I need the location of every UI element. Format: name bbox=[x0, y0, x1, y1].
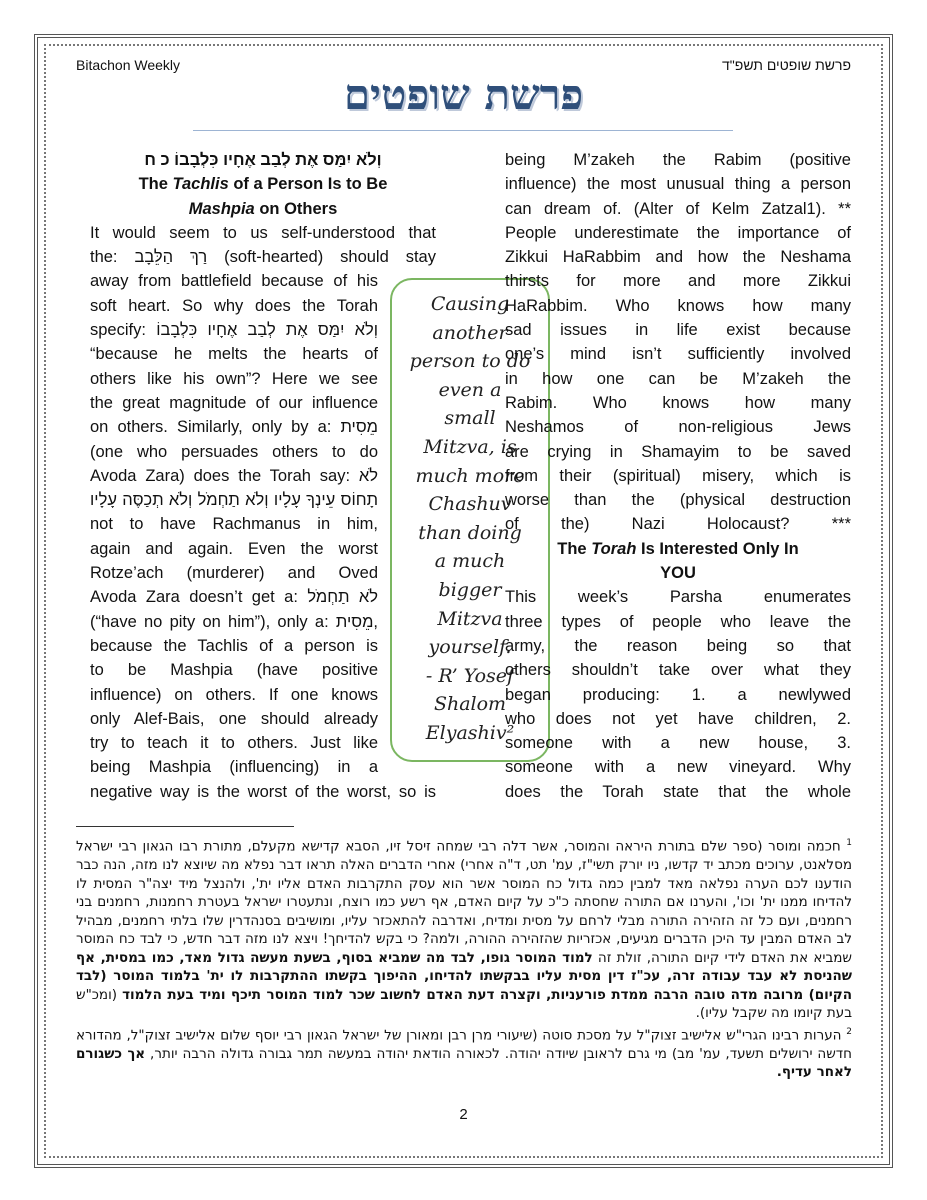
text-line: try to teach it to others. Just like bbox=[90, 734, 378, 753]
text-line: “because he melts the hearts of bbox=[90, 345, 378, 364]
page-title: פרשת שופטים bbox=[343, 70, 584, 119]
quote-line: Mitzva, is bbox=[423, 435, 517, 458]
text-line: of the) Nazi Holocaust? *** bbox=[505, 515, 851, 534]
right-body-text-continued bbox=[505, 585, 851, 804]
section-heading bbox=[90, 172, 436, 196]
text-line: Neshamos of non-religious Jews bbox=[505, 418, 851, 437]
section-heading-line2 bbox=[90, 197, 436, 221]
text-line: three types of people who leave the bbox=[505, 612, 851, 631]
text-line: (one who persuades others to do bbox=[90, 442, 378, 461]
title-divider bbox=[193, 130, 733, 131]
text-line: only Alef-Bais, one should already bbox=[90, 709, 378, 728]
quote-line: than doing bbox=[418, 521, 522, 544]
text-line: on others. Similarly, only by a: מֵסִית bbox=[90, 418, 378, 437]
text-line: Avoda Zara) does the Torah say: לֹא bbox=[90, 466, 378, 485]
text-line: one’s mind isn’t sufficiently involved bbox=[505, 345, 851, 364]
quote-line: small bbox=[444, 407, 496, 430]
text-line: from their (spiritual) misery, which is bbox=[505, 466, 851, 485]
text-line: sad issues in life exist because bbox=[505, 321, 851, 340]
text-line: Rotze’ach (murderer) and Oved bbox=[90, 564, 378, 583]
text-line: negative way is the worst of the worst, so is bbox=[90, 782, 436, 801]
text-line: are crying in Shamayim to be saved bbox=[505, 442, 851, 461]
text-line: away from battlefield because of his bbox=[90, 272, 378, 291]
quote-line: Causing bbox=[430, 293, 510, 315]
footnote-divider bbox=[76, 826, 294, 827]
section-heading-torah bbox=[505, 537, 851, 561]
text-line: influence) the most unusual thing a person bbox=[505, 175, 851, 194]
right-body-text bbox=[505, 148, 851, 537]
section-heading-torah-line2: YOU bbox=[660, 564, 696, 583]
footnotes bbox=[76, 834, 852, 1082]
footnote-bold-text: אך כשגורם לאחר עדיף. bbox=[76, 1045, 852, 1080]
publication-name: Bitachon Weekly bbox=[76, 57, 181, 73]
text-line: (“have no pity on him”), only a: מֵסִית, bbox=[90, 612, 378, 631]
quote-line: Shalom bbox=[433, 693, 507, 716]
text-line: someone with a new house, 3. bbox=[505, 734, 851, 753]
footnote-text: (ומכ"ש בעת קיומו מה שקבל עליו). bbox=[76, 986, 852, 1021]
text-line: This week’s Parsha enumerates bbox=[505, 588, 851, 607]
quote-line: yourself. bbox=[428, 636, 512, 659]
quote-line: another bbox=[432, 321, 508, 344]
text-line: People underestimate the importance of bbox=[505, 223, 851, 242]
quote-line: person to do bbox=[409, 350, 531, 373]
footnote-marker: 1 bbox=[846, 838, 852, 848]
text-line: in how one can be M’zakeh the bbox=[505, 369, 851, 388]
heading-italic: Torah bbox=[591, 539, 637, 558]
quote-line: much more bbox=[415, 464, 525, 487]
page-number: 2 bbox=[459, 1106, 468, 1123]
text-line: does the Torah state that the whole bbox=[505, 782, 851, 801]
text-line: specify: וְלֹא יִמַּס אֶת לְבַב אֶחָיו כִּלְבָבוֹ bbox=[90, 321, 378, 340]
text-line: influence) on others. If one knows bbox=[90, 685, 378, 704]
heading-text: Is Interested Only In bbox=[636, 539, 799, 558]
footnote-2 bbox=[76, 1023, 852, 1082]
text-line: Avoda Zara doesn’t get a: לֹא תַחְמֹל bbox=[90, 588, 378, 607]
text-line: again and again. Even the worst bbox=[90, 539, 378, 558]
heading-text: The bbox=[138, 175, 173, 194]
left-column bbox=[90, 148, 436, 804]
quote-line: bigger bbox=[438, 578, 502, 601]
footnote-text: הערות רבינו הגרי"ש אלישיב זצוק"ל על מסכת סוטה (שיעורי מרן רבן ומאורן של ישראל הגאון רבי יוסף שלום אלישיב זצוק"ל, מהדורא חדשה ירושלים תשעד, עמ' מב) מי גרם לראובן שיודה יהודה. לכאורה הודאת יהודה במעשה תמר גבורה גדולה הרבה יותר, bbox=[76, 1027, 852, 1062]
text-line: others shouldn’t take over what they bbox=[505, 661, 851, 680]
text-line: can dream of. (Alter of Kelm Zatzal1). ** bbox=[505, 199, 851, 218]
quote-line: a much bbox=[434, 550, 506, 573]
footnote-bold-text: למוד המוסר גופו, לבד מה שמביא בסוף, בשעת מעשה גדול מאד, כמו במסית, אף שהניסת לא עבד עבודה זרה, עכ"ז דין מסית עליו בבקשתו להדיחו, ההיפוך בקשתו ההתקרבות לו ית' בלמוד המוסר (לבד הקיום) מרובה מדה טובה הרבה ממדת פורעניות, וקצרה דעת האדם לחשוב שכר למוד המוסר תיכף ומיד בעת הלמוד bbox=[76, 949, 852, 1003]
text-line: being M’zakeh the Rabim (positive bbox=[505, 151, 851, 169]
text-line: the great magnitude of our influence bbox=[90, 393, 378, 412]
footnote-1 bbox=[76, 834, 852, 1023]
text-line: תָחוֹס עֵינְךָ עָלָיו וְלֹא תַחְמֹל וְלֹא תְכַסֶּה עָלָיו bbox=[90, 491, 378, 510]
text-line: being Mashpia (influencing) in a bbox=[90, 758, 378, 777]
text-line: army, the reason being so that bbox=[505, 636, 851, 655]
left-body-text bbox=[90, 221, 436, 804]
text-line: because the Tachlis of a person is bbox=[90, 636, 378, 655]
text-line: soft heart. So why does the Torah bbox=[90, 296, 378, 315]
footnote-marker: 2 bbox=[846, 1026, 853, 1037]
text-line: worse than the (physical destruction bbox=[505, 491, 851, 510]
text-line: HaRabbim. Who knows how many bbox=[505, 296, 851, 315]
text-line: others like his own”? Here we see bbox=[90, 369, 378, 388]
heading-text: of a Person Is to Be bbox=[228, 175, 388, 194]
heading-text: The bbox=[557, 539, 592, 558]
heading-text: on Others bbox=[254, 199, 338, 218]
text-line: the: רַךְ הַלֵּבָב (soft-hearted) should stay bbox=[90, 248, 436, 267]
text-line: thirsts for more and more Zikkui bbox=[505, 272, 851, 291]
quote-line: Chashuv bbox=[428, 493, 512, 516]
parsha-date: פרשת שופטים תשפ"ד bbox=[722, 57, 851, 73]
quote-line: even a bbox=[438, 378, 502, 401]
heading-italic: Mashpia bbox=[188, 199, 255, 218]
text-line: Zikkui HaRabbim and how the Neshama bbox=[505, 248, 851, 267]
verse-heading: וְלֹא יִמַּס אֶת לְבַב אֶחָיו כִּלְבָבוֹ כ ח bbox=[144, 151, 382, 169]
quote-line: - R’ Yosef bbox=[425, 664, 515, 687]
text-line: someone with a new vineyard. Why bbox=[505, 758, 851, 777]
right-column bbox=[505, 148, 851, 804]
text-line: not to have Rachmanus in him, bbox=[90, 515, 378, 534]
text-line: began producing: 1. a newlywed bbox=[505, 685, 851, 704]
footnote-text: חכמה ומוסר (ספר שלם בתורת היראה והמוסר, אשר דלה רבי שמחה זיסל זיו, הסבא קדישא מקעלם, מתורת רבו הגאון רבי ישראל מסלאנט, ערוכים מכתב יד קדשו, ניו יורק תשי"ז, עמ' תט, ד"ה אחרי) אחרי הדברים האלה תראו דבר נפלא מה שיוצא לנו מזה, הנה כבר הודענו לכם הערה נפלאה מאד למבין כמה גדול כח המוסר אשר הוא עסק התקרבות האדם אליו ית', ולהנצל מיד יצה"ר המסית לו להדיחו ממנו ית' וכו', והערנו אם התורה שחסתה כ"כ על קיום האדם, אף רשע כמו רוצח, ונתעטרו ישראל בעטרת רחמנות, רחמנים בני רחמנים, ועם כל זה הזהירה התורה מבלי לרחם על מסית ומדיח, ואדרבה להתאכזר עליו, ומושיבים בסנהדרין שלו בלתי רחמנים, מבהיל לב האדם המבין עד היכן הדברים מגיעים, אכזריות שהזהירה ההורה, ולמה? כי בקש להדיחך! ויצא לנו מזה דבר חדש, כי לבד כח המוסר שמביא את האדם לידי קיום התורה, זולת זה bbox=[76, 838, 852, 966]
text-line: to be Mashpia (have positive bbox=[90, 661, 378, 680]
heading-italic: Tachlis bbox=[172, 175, 229, 194]
text-line: It would seem to us self-understood that bbox=[90, 223, 436, 242]
quote-line: Mitzva bbox=[437, 607, 503, 630]
text-line: who does not yet have children, 2. bbox=[505, 709, 851, 728]
text-line: Rabim. Who knows how many bbox=[505, 393, 851, 412]
quote-line: Elyashiv² bbox=[425, 721, 515, 744]
